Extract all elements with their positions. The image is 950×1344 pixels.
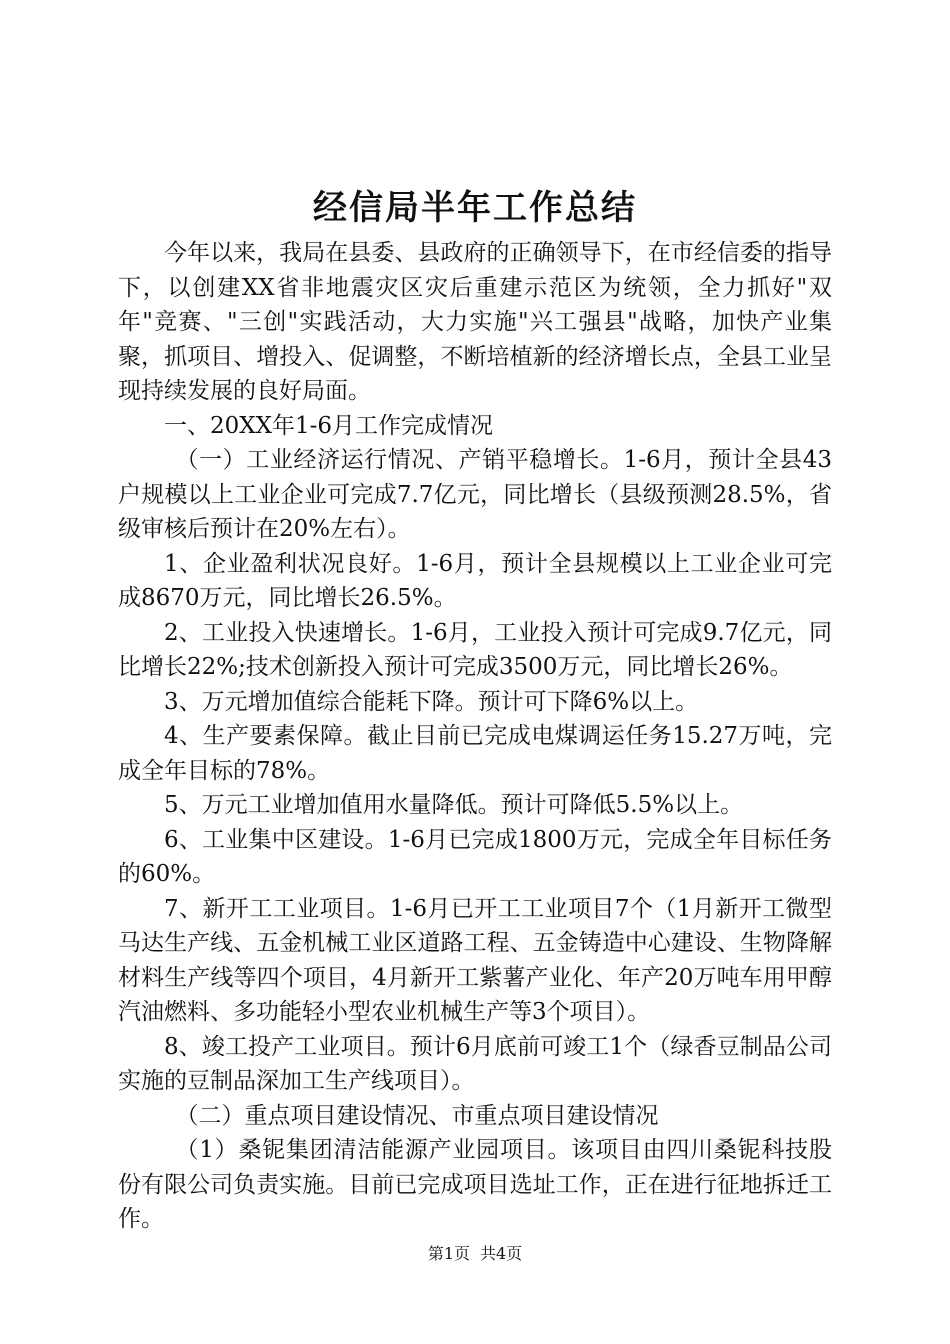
page-number: 第1页 [427, 1244, 470, 1263]
page-footer [0, 1243, 950, 1265]
list-item: 8、竣工投产工业项目。预计6月底前可竣工1个（绿香豆制品公司实施的豆制品深加工生产线项目）。 [118, 1033, 832, 1094]
subsection-heading: （二）重点项目建设情况、市重点项目建设情况 [175, 1102, 659, 1129]
list-item: 6、工业集中区建设。1-6月已完成1800万元，完成全年目标任务的60%。 [118, 826, 832, 887]
document-title: 经信局半年工作总结 [313, 188, 637, 228]
list-item: （1）桑铌集团清洁能源产业园项目。该项目由四川桑铌科技股份有限公司负责实施。目前已完成项目选址工作，正在进行征地拆迁工作。 [118, 1137, 832, 1232]
section-heading: 一、20XX年1-6月工作完成情况 [164, 412, 494, 439]
subsection-heading: （一）工业经济运行情况、产销平稳增长。1-6月，预计全县43户规模以上工业企业可完成7.7亿元，同比增长（县级预测28.5%，省级审核后预计在20%左右）。 [118, 447, 832, 542]
list-item: 1、企业盈利状况良好。1-6月，预计全县规模以上工业企业可完成8670万元，同比增长26.5%。 [118, 550, 832, 611]
list-item: 3、万元增加值综合能耗下降。预计可下降6%以上。 [164, 688, 699, 715]
list-item: 4、生产要素保障。截止目前已完成电煤调运任务15.27万吨，完成全年目标的78%。 [118, 723, 832, 784]
page-total: 共4页 [480, 1244, 523, 1263]
intro-paragraph: 今年以来，我局在县委、县政府的正确领导下，在市经信委的指导下，以创建XX省非地震灾区灾后重建示范区为统领，全力抓好"双年"竞赛、"三创"实践活动，大力实施"兴工强县"战略，加快产业集聚，抓项目、增投入、促调整，不断培植新的经济增长点，全县工业呈现持续发展的良好局面。 [118, 240, 832, 404]
list-item: 2、工业投入快速增长。1-6月，工业投入预计可完成9.7亿元，同比增长22%;技术创新投入预计可完成3500万元，同比增长26%。 [118, 619, 832, 680]
document-body [118, 236, 832, 1237]
list-item: 7、新开工工业项目。1-6月已开工工业项目7个（1月新开工微型马达生产线、五金机械工业区道路工程、五金铸造中心建设、生物降解材料生产线等四个项目，4月新开工紫薯产业化、年产20万吨车用甲醇汽油燃料、多功能轻小型农业机械生产等3个项目）。 [118, 895, 832, 1025]
list-item: 5、万元工业增加值用水量降低。预计可降低5.5%以上。 [164, 792, 744, 818]
